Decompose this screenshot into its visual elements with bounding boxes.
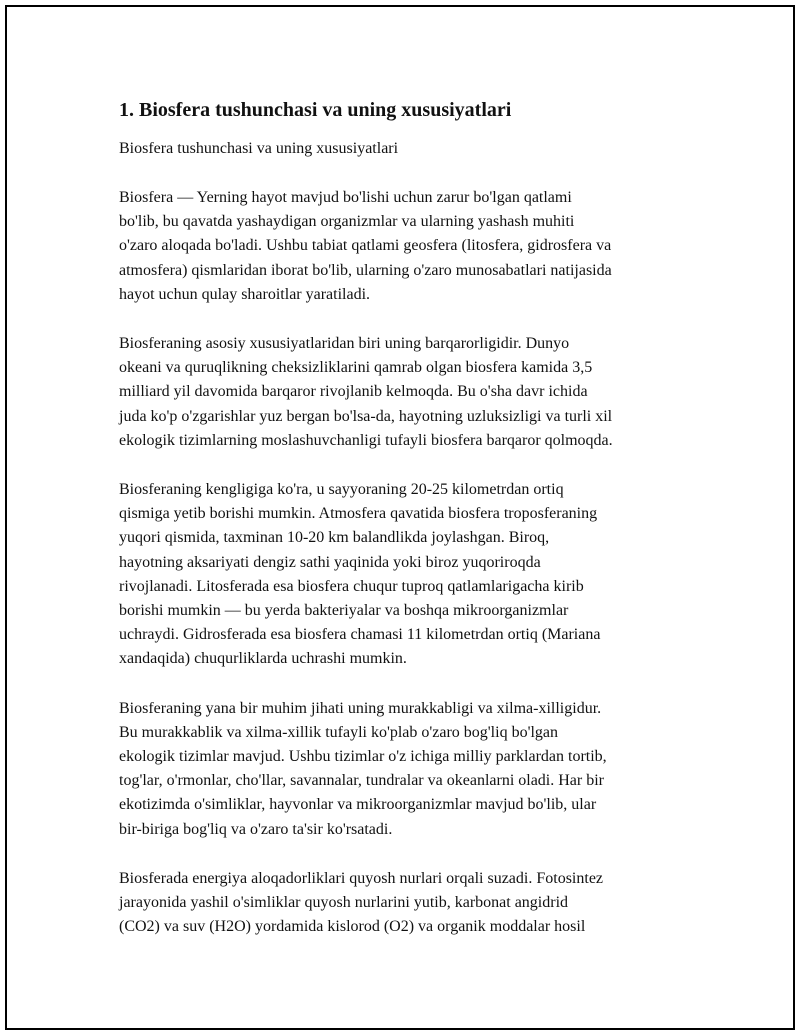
text-line: bir-biriga bog'liq va o'zaro ta'sir ko'rsatadi. [119,820,393,838]
text-line: ekologik tizimlar mavjud. Ushbu tizimlar o'z ichiga milliy parklardan tortib, [119,748,607,766]
text-line: uchraydi. Gidrosferada esa biosfera chamasi 11 kilometrdan ortiq (Mariana [119,626,601,644]
text-line: Biosferaning yana bir muhim jihati uning murakkabligi va xilma-xilligidur. [119,699,602,717]
text-line: jarayonida yashil o'simliklar quyosh nurlarini yutib, karbonat angidrid [119,894,569,912]
document-subtitle: Biosfera tushunchasi va uning xususiyatlari [119,140,399,157]
text-line: rivojlanadi. Litosferada esa biosfera chuqur tuproq qatlamlarigacha kirib [119,577,584,595]
text-line: bo'lib, bu qavatda yashaydigan organizmlar va ularning yashash muhiti [119,213,575,231]
text-line: qismiga yetib borishi mumkin. Atmosfera qavatida biosfera troposferaning [119,505,598,523]
text-line: Biosferaning kengligiga ko'ra, u sayyoraning 20-25 kilometrdan ortiq [119,481,564,499]
text-line: okeani va quruqlikning cheksizliklarini qamrab olgan biosfera kamida 3,5 [119,359,593,377]
text-line: tog'lar, o'rmonlar, cho'llar, savannalar, tundralar va okeanlarni oladi. Har bir [119,772,605,790]
text-line: hayotning aksariyati dengiz sathi yaqinida yoki biroz yuqoriroqda [119,553,541,571]
paragraph-stability [119,332,699,453]
text-line: milliard yil davomida barqaror rivojlanib kelmoqda. Bu o'sha davr ichida [119,383,588,401]
text-line: Biosfera — Yerning hayot mavjud bo'lishi uchun zarur bo'lgan qatlami [119,189,572,206]
text-line: juda ko'p o'zgarishlar yuz bergan bo'lsa-da, hayotning uzluksizligi va turli xil [119,407,613,425]
text-line: atmosfera) qismlaridan iborat bo'lib, ularning o'zaro munosabatlari natijasida [119,261,612,279]
paragraph-diversity [119,697,699,842]
text-line: hayot uchun qulay sharoitlar yaratiladi. [119,285,371,303]
text-line: xandaqida) chuqurliklarda uchrashi mumkin. [119,650,407,668]
paragraph-biosfera-definition [119,186,699,307]
text-line: borishi mumkin — bu yerda bakteriyalar va boshqa mikroorganizmlar [119,602,569,620]
text-line: Bu murakkablik va xilma-xillik tufayli ko'plab o'zaro bog'liq bo'lgan [119,723,558,741]
paragraph-extent [119,478,699,672]
text-line: ekologik tizimlarning moslashuvchanligi tufayli biosfera barqaror qolmoqda. [119,431,613,449]
paragraph-energy [119,867,699,940]
text-line: (CO2) va suv (H2O) yordamida kislorod (O2) va organik moddalar hosil [119,918,586,936]
page-frame [5,5,795,1030]
document-body [119,95,699,939]
text-line: o'zaro aloqada bo'ladi. Ushbu tabiat qatlami geosfera (litosfera, gidrosfera va [119,237,612,255]
document-title: 1. Biosfera tushunchasi va uning xususiyatlari [119,99,512,121]
text-line: Biosferada energiya aloqadorliklari quyosh nurlari orqali suzadi. Fotosintez [119,869,604,887]
text-line: yuqori qismida, taxminan 10-20 km balandlikda joylashgan. Biroq, [119,529,550,547]
text-line: Biosferaning asosiy xususiyatlaridan biri uning barqarorligidir. Dunyo [119,335,570,353]
text-line: ekotizimda o'simliklar, hayvonlar va mikroorganizmlar mavjud bo'lib, ular [119,796,597,814]
